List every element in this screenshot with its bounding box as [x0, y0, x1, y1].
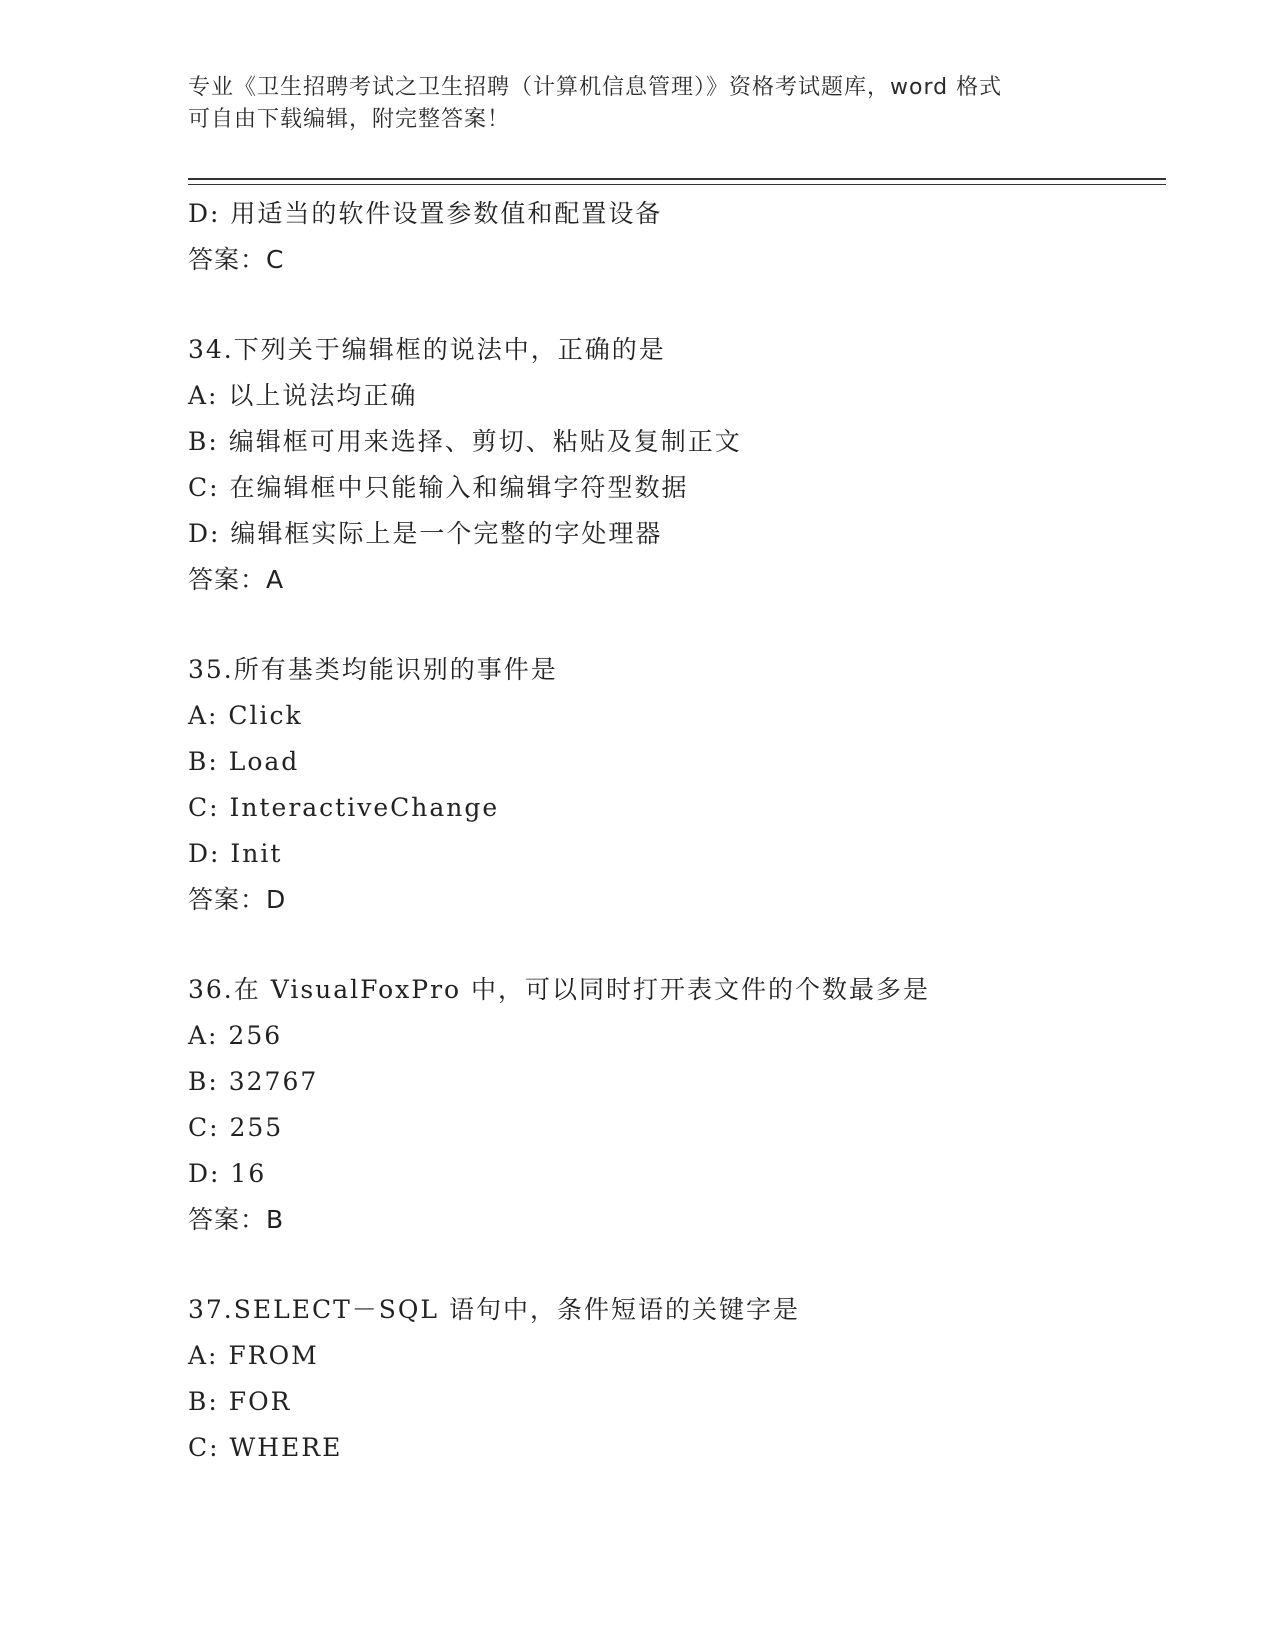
option-c: C: InteractiveChange	[188, 793, 500, 822]
option-a: A: FROM	[188, 1341, 319, 1370]
header-line-1: 专业《卫生招聘考试之卫生招聘（计算机信息管理）》资格考试题库，word 格式	[188, 75, 1003, 100]
option-c: C: 在编辑框中只能输入和编辑字符型数据	[188, 473, 689, 502]
option-b: B: Load	[188, 747, 300, 776]
answer-label: 答案：B	[188, 1205, 285, 1234]
answer-label: 答案：D	[188, 885, 287, 914]
question-stem: 37.SELECT－SQL 语句中，条件短语的关键字是	[188, 1295, 800, 1324]
option-d: D: Init	[188, 839, 283, 868]
option-a: A: Click	[188, 701, 303, 730]
question-block-36	[188, 967, 1148, 1243]
option-c: C: 255	[188, 1113, 284, 1142]
question-stem: 35.所有基类均能识别的事件是	[188, 655, 558, 684]
answer-label: 答案：C	[188, 245, 285, 274]
question-block-34	[188, 327, 1148, 603]
option-b: B: 编辑框可用来选择、剪切、粘贴及复制正文	[188, 427, 742, 456]
question-list	[188, 191, 1148, 1471]
option-a: A: 以上说法均正确	[188, 381, 418, 410]
header-line-2: 可自由下载编辑，附完整答案！	[188, 107, 511, 132]
header-divider-thin	[188, 184, 1166, 185]
option-d: D: 用适当的软件设置参数值和配置设备	[188, 199, 663, 228]
option-b: B: 32767	[188, 1067, 319, 1096]
option-d: D: 编辑框实际上是一个完整的字处理器	[188, 519, 663, 548]
question-block-33	[188, 191, 1148, 283]
question-stem: 34.下列关于编辑框的说法中，正确的是	[188, 335, 666, 364]
question-block-37	[188, 1287, 1148, 1471]
option-d: D: 16	[188, 1159, 267, 1188]
option-a: A: 256	[188, 1021, 283, 1050]
header-divider-thick	[188, 178, 1166, 180]
document-header	[188, 72, 1088, 136]
question-block-35	[188, 647, 1148, 923]
question-stem: 36.在 VisualFoxPro 中，可以同时打开表文件的个数最多是	[188, 975, 931, 1004]
answer-label: 答案：A	[188, 565, 285, 594]
option-c: C: WHERE	[188, 1433, 343, 1462]
option-b: B: FOR	[188, 1387, 292, 1416]
